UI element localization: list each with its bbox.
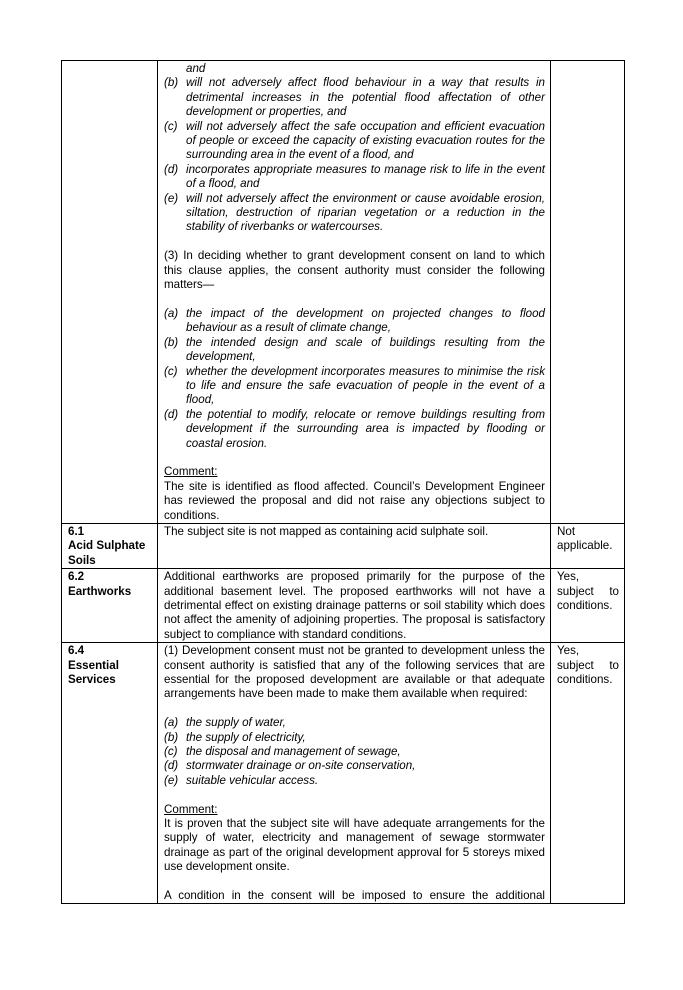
list-item-text: the supply of electricity,	[186, 730, 306, 744]
clause-cell-empty	[62, 61, 158, 524]
compliance-table	[61, 60, 625, 904]
table-row-continued-clause	[62, 61, 625, 524]
list-item-label: (c)	[164, 745, 178, 759]
paragraph-3: (3) In deciding whether to grant development consent on land to which this clause applies, the consent authority must consider the following matters—	[164, 249, 545, 292]
list-item-label: (a)	[164, 306, 179, 320]
clause-body	[158, 61, 551, 524]
continuation-text: A condition in the consent will be imposed to ensure the additional	[164, 889, 545, 903]
clause-title: Acid Sulphate Soils	[68, 539, 146, 567]
compliance-status: Yes, subject to conditions.	[551, 569, 625, 643]
list-item	[164, 120, 545, 163]
list-item-text: whether the development incorporates measures to minimise the risk to life and ensure the safe evacuation of people in the event of a flood,	[186, 364, 545, 407]
list-item	[164, 774, 545, 788]
list-item-label: (a)	[164, 716, 179, 730]
list-item-text: the intended design and scale of buildings resulting from the development,	[186, 335, 545, 364]
list-item-text: the impact of the development on projected changes to flood behaviour as a result of climate change,	[186, 306, 545, 335]
list-item	[164, 716, 545, 730]
comment-label: Comment:	[164, 802, 218, 816]
status-cell-empty	[551, 61, 625, 524]
clause-number: 6.2	[68, 570, 85, 584]
comment-label: Comment:	[164, 465, 218, 479]
list-item	[164, 745, 545, 759]
list-item-text: the disposal and management of sewage,	[186, 745, 401, 759]
list-item	[164, 408, 545, 451]
list-item-label: (e)	[164, 191, 179, 205]
table-row-6-1	[62, 523, 625, 568]
list-item-label: (d)	[164, 407, 179, 421]
list-item-label: (c)	[164, 364, 178, 378]
compliance-status: Not applicable.	[551, 523, 625, 568]
list-item-text: stormwater drainage or on-site conservation,	[186, 759, 416, 773]
list-item-text: incorporates appropriate measures to manage risk to life in the event of a flood, and	[186, 162, 545, 191]
list-item-label: (d)	[164, 759, 179, 773]
list-item-label: (d)	[164, 162, 179, 176]
table-row-6-4	[62, 643, 625, 904]
list-item-text: will not adversely affect flood behaviour in a way that results in detrimental increases in the potential flood affectation of other development or properties, and	[186, 76, 545, 119]
list-item	[164, 336, 545, 365]
list-item-label: (b)	[164, 335, 179, 349]
table-row-6-2	[62, 569, 625, 643]
clause-title: Services	[68, 673, 116, 687]
list-item	[164, 163, 545, 192]
list-item-text: will not adversely affect the safe occupation and efficient evacuation of people or exceed the capacity of existing evacuation routes for the surrounding area in the event of a flood, and	[186, 119, 545, 162]
list-item-label: (c)	[164, 119, 178, 133]
comment-text: It is proven that the subject site will have adequate arrangements for the supply of water, electricity and management of sewage stormwater drainage as part of the original development approval for 5 storeys mixed use development onsite.	[164, 817, 545, 874]
list-item-text: suitable vehicular access.	[186, 773, 319, 787]
compliance-status: Yes, subject to conditions.	[551, 643, 625, 904]
list-item	[164, 76, 545, 119]
clause-body: Additional earthworks are proposed primarily for the purpose of the additional basement level. The proposed earthworks will not have a detrimental effect on existing drainage patterns or soil stability which does not affect the amenity of adjoining properties. The proposal is satisfactory subject to compliance with standard conditions.	[158, 569, 551, 643]
clause-title: Essential	[68, 658, 119, 672]
clause-title: Earthworks	[68, 584, 132, 598]
list-item-text: will not adversely affect the environment or cause avoidable erosion, siltation, destruction of riparian vegetation or a reduction in the stability of riverbanks or watercourses.	[186, 191, 545, 234]
list-item-label: (e)	[164, 773, 179, 787]
clause-body	[158, 643, 551, 904]
list-item	[164, 365, 545, 408]
comment-text: The site is identified as flood affected. Council’s Development Engineer has reviewed the proposal and did not raise any objections subject to conditions.	[164, 479, 545, 522]
clause-heading	[62, 569, 158, 643]
list-item-label: (b)	[164, 730, 179, 744]
clause-heading	[62, 643, 158, 904]
list-item-label: (b)	[164, 76, 179, 90]
clause-heading	[62, 523, 158, 568]
list-item	[164, 731, 545, 745]
list-item	[164, 192, 545, 235]
list-item	[164, 759, 545, 773]
clause-body: The subject site is not mapped as containing acid sulphate soil.	[158, 523, 551, 568]
list-item	[164, 307, 545, 336]
paragraph-1: (1) Development consent must not be granted to development unless the consent authority is satisfied that any of the following services that are essential for the proposed development are available or that adequate arrangements have been made to make them available when required:	[164, 644, 545, 701]
list-item-text: the supply of water,	[186, 716, 286, 730]
clause-number: 6.1	[68, 524, 85, 538]
clause-number: 6.4	[68, 644, 85, 658]
list-item-text: the potential to modify, relocate or remove buildings resulting from development if the surrounding area is impacted by flooding or coastal erosion.	[186, 407, 545, 450]
lead-text: and	[186, 62, 206, 75]
